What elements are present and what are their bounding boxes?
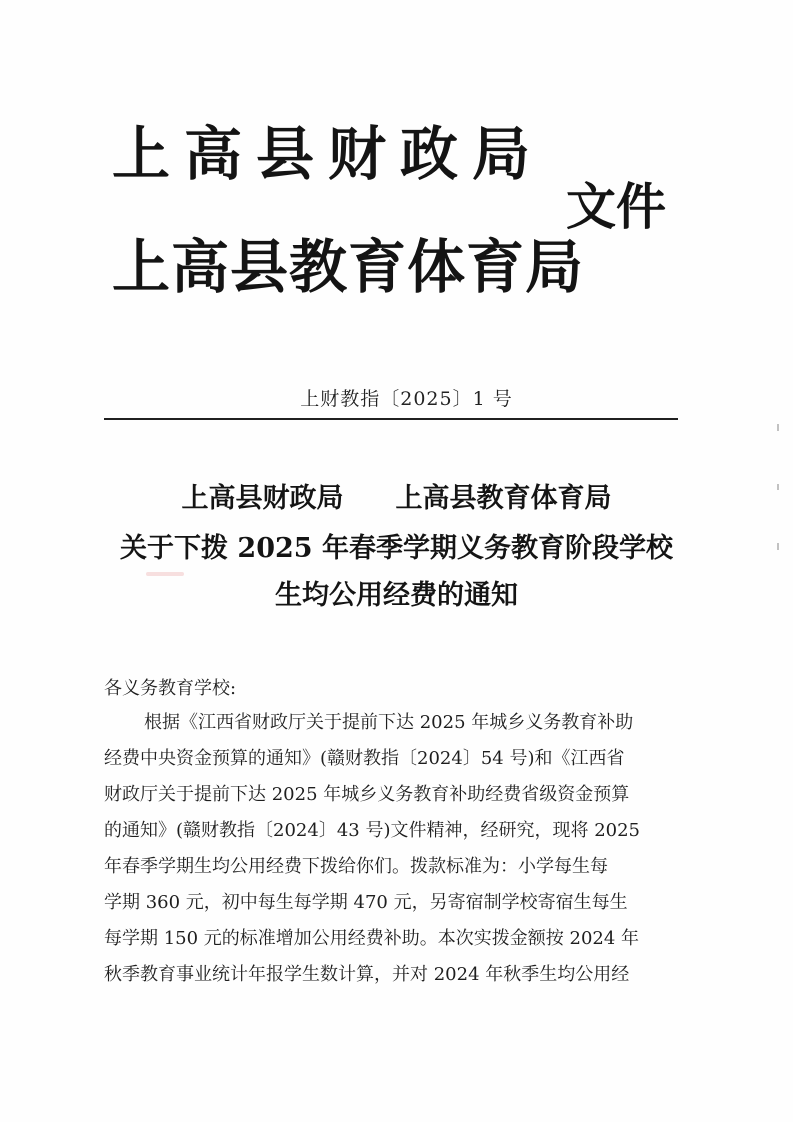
body-line: 学期 360 元，初中每生每学期 470 元，另寄宿制学校寄宿生每生 [104,892,628,913]
issuer-finance-bureau: 上高县财政局 [112,120,545,188]
body-line: 经费中央资金预算的通知》(赣财教指〔2024〕54 号)和《江西省 [104,748,625,769]
header-divider [104,418,678,420]
body-line: 财政厅关于提前下达 2025 年城乡义务教育补助经费省级资金预算 [104,784,630,805]
title-issuer-education: 上高县教育体育局 [395,483,612,514]
body-line: 根据《江西省财政厅关于提前下达 2025 年城乡义务教育补助 [144,712,634,733]
body-line: 每学期 150 元的标准增加公用经费补助。本次实拨金额按 2024 年 [104,928,640,949]
title-issuer-finance: 上高县财政局 [181,483,344,514]
document-type-label: 文件 [566,178,666,236]
document-number-text: 上财教指〔2025〕1 号 [300,388,513,410]
salutation: 各义务教育学校: [104,678,237,699]
title-line-issuers [0,485,793,512]
body-line: 年春季学期生均公用经费下拨给你们。拨款标准为：小学每生每 [104,856,608,877]
body-line: 秋季教育事业统计年报学生数计算，并对 2024 年秋季生均公用经 [104,964,630,985]
issuer-education-sports-bureau: 上高县教育体育局 [112,233,585,301]
scan-speck [777,484,779,490]
ink-smudge [146,572,184,576]
scan-speck [777,543,779,550]
body-line: 的通知》(赣财教指〔2024〕43 号)文件精神，经研究，现将 2025 [104,820,641,841]
document-number [0,384,793,411]
title-line-topic: 生均公用经费的通知 [275,580,518,611]
title-line-subject: 关于下拨 2025 年春季学期义务教育阶段学校 [120,533,673,564]
scan-speck [777,424,779,431]
